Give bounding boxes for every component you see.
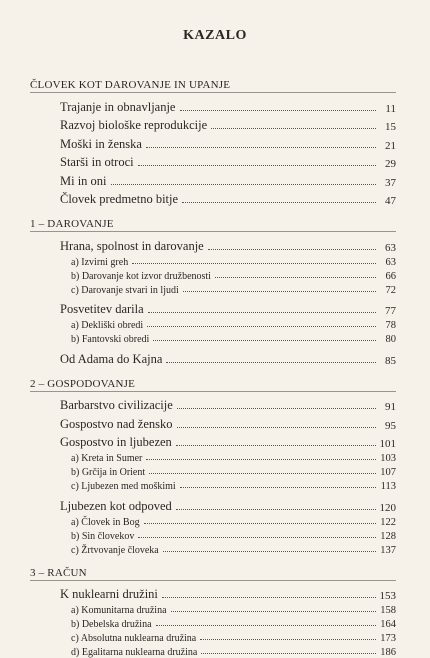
section-heading-darovanje — [30, 213, 396, 232]
toc-subentry-page: 173 — [380, 633, 396, 644]
dot-leader — [176, 509, 376, 510]
toc-entry-page: 95 — [385, 419, 396, 432]
dot-leader — [177, 427, 377, 428]
toc-entry-label: Posvetitev darila — [60, 302, 144, 316]
dot-leader — [182, 202, 376, 203]
toc-entry-page: 29 — [385, 158, 396, 170]
toc-entry[interactable] — [30, 584, 396, 603]
toc-subentry-page: 103 — [380, 453, 396, 464]
toc-subentry-label: c) Darovanje stvari in ljudi — [71, 284, 179, 296]
section-heading-racun — [30, 562, 396, 581]
toc-subentry[interactable] — [30, 602, 396, 616]
toc-entry-label: Razvoj biološke reprodukcije — [60, 118, 208, 132]
dot-leader — [211, 128, 376, 129]
toc-subentry[interactable] — [30, 528, 396, 542]
dot-leader — [183, 291, 376, 292]
toc-subentry-page: 72 — [385, 284, 396, 296]
dot-leader — [180, 110, 377, 111]
toc-subentry[interactable] — [30, 478, 396, 492]
toc-entry-page: 91 — [385, 401, 396, 413]
toc-subentry[interactable] — [30, 282, 396, 296]
dot-leader — [200, 639, 376, 640]
toc-entry-page: 47 — [385, 195, 396, 207]
dot-leader — [215, 277, 376, 278]
toc-subentry-page: 66 — [385, 270, 396, 282]
dot-leader — [148, 312, 376, 313]
dot-leader — [138, 537, 376, 538]
toc-subentry-page: 158 — [380, 605, 396, 616]
toc-subentry-page: 137 — [380, 544, 396, 556]
toc-entry[interactable] — [30, 133, 396, 152]
toc-entry[interactable] — [30, 235, 396, 254]
toc-entry-label: Gospostvo nad žensko — [60, 416, 173, 431]
toc-entry-label: K nuklearni družini — [60, 587, 158, 601]
dot-leader — [163, 551, 376, 552]
toc-entry-label: Trajanje in obnavljanje — [60, 99, 176, 114]
toc-subentry-page: 128 — [380, 530, 396, 542]
toc-subentry-label: d) Egalitarna nuklearna družina — [71, 647, 198, 658]
section-heading-gospodovanje — [30, 373, 396, 392]
toc-subentry-page: 78 — [385, 320, 396, 331]
dot-leader — [144, 523, 376, 524]
toc-subentry-page: 122 — [380, 516, 396, 528]
toc-subentry[interactable] — [30, 268, 396, 282]
toc-entry-label: Mi in oni — [60, 173, 107, 188]
dot-leader — [146, 459, 376, 460]
dot-leader — [177, 408, 376, 409]
dot-leader — [138, 165, 376, 166]
toc-subentry-label: c) Absolutna nuklearna družina — [71, 633, 197, 644]
section-heading-text: 2 – GOSPODOVANJE — [30, 377, 136, 390]
toc-subentry[interactable] — [30, 616, 396, 630]
toc-entry[interactable] — [30, 152, 396, 171]
toc-entry-page: 101 — [379, 438, 396, 450]
toc-entry-label: Moški in ženska — [60, 136, 142, 151]
dot-leader — [132, 263, 376, 264]
toc-subentry[interactable] — [30, 254, 396, 268]
dot-leader — [180, 487, 376, 488]
toc-subentry-page: 107 — [380, 467, 396, 478]
dot-leader — [149, 473, 376, 474]
toc-subentry[interactable] — [30, 331, 396, 345]
toc-subentry-label: b) Sin človekov — [71, 530, 135, 542]
toc-entry-label: Starši in otroci — [60, 155, 134, 169]
toc-entry-page: 153 — [379, 590, 396, 602]
toc-subentry[interactable] — [30, 630, 396, 644]
toc-subentry[interactable] — [30, 450, 396, 464]
dot-leader — [166, 362, 376, 363]
section-heading-text: 1 – DAROVANJE — [30, 218, 114, 230]
toc-entry-page: 21 — [385, 139, 396, 152]
dot-leader — [153, 340, 376, 341]
toc-subentry[interactable] — [30, 644, 396, 658]
toc-entry-page: 77 — [385, 305, 396, 317]
dot-leader — [146, 147, 376, 148]
toc-entry-label: Od Adama do Kajna — [60, 351, 163, 366]
toc-subentry[interactable] — [30, 514, 396, 528]
toc-entry-label: Človek predmetno bitje — [60, 192, 179, 206]
dot-leader — [147, 326, 376, 327]
toc-subentry-page: 186 — [380, 647, 396, 658]
dot-leader — [176, 445, 376, 446]
toc-entry[interactable] — [30, 395, 396, 414]
toc-subentry-label: a) Človek in Bog — [71, 516, 140, 528]
toc-subentry-label: a) Komunitarna družina — [71, 605, 167, 616]
section-heading-text: ČLOVEK KOT DAROVANJE IN UPANJE — [30, 79, 231, 91]
dot-leader — [201, 653, 376, 654]
toc-entry[interactable] — [30, 432, 396, 451]
toc-subentry-page: 80 — [385, 334, 396, 345]
toc-entry-label: Gospostvo in ljubezen — [60, 435, 172, 449]
toc-entry[interactable] — [30, 96, 396, 115]
toc-entry[interactable] — [30, 348, 396, 367]
toc-subentry-label: c) Ljubezen med moškimi — [71, 481, 176, 492]
toc-subentry-label: b) Grčija in Orient — [71, 467, 146, 478]
toc-entry-page: 63 — [385, 241, 396, 254]
toc-entry-label: Ljubezen kot odpoved — [60, 498, 172, 513]
toc-subentry[interactable] — [30, 542, 396, 556]
toc-entry[interactable] — [30, 495, 396, 514]
toc-entry-page: 11 — [385, 102, 396, 115]
toc-entry-page: 15 — [385, 121, 396, 133]
toc-subentry-label: a) Dekliški obredi — [71, 320, 144, 331]
toc-entry[interactable] — [30, 170, 396, 189]
toc-subentry-label: a) Izvirni greh — [71, 256, 129, 268]
toc-subentry-label: a) Kreta in Sumer — [71, 453, 143, 464]
toc-subentry-label: c) Žrtvovanje človeka — [71, 544, 159, 556]
section-heading-intro — [30, 74, 396, 93]
toc-subentry-page: 63 — [385, 256, 396, 268]
toc-entry-label: Hrana, spolnost in darovanje — [60, 238, 204, 253]
toc-entry[interactable] — [30, 115, 396, 134]
section-heading-text: 3 – RAČUN — [30, 566, 87, 579]
dot-leader — [162, 597, 376, 598]
toc-entry-label: Barbarstvo civilizacije — [60, 398, 173, 412]
toc-subentry-page: 164 — [380, 619, 396, 630]
toc-entry-page: 37 — [385, 176, 396, 189]
toc-entry-page: 120 — [379, 501, 396, 514]
toc-subentry-label: b) Darovanje kot izvor družbenosti — [71, 270, 211, 282]
toc-subentry[interactable] — [30, 317, 396, 331]
toc-subentry-label: b) Debelska družina — [71, 619, 152, 630]
toc-entry[interactable] — [30, 189, 396, 208]
toc-subentry[interactable] — [30, 464, 396, 478]
table-of-contents — [30, 74, 396, 658]
toc-entry-page: 85 — [385, 354, 396, 367]
dot-leader — [208, 249, 376, 250]
page-title: KAZALO — [183, 28, 247, 43]
dot-leader — [111, 184, 376, 185]
toc-entry[interactable] — [30, 413, 396, 432]
toc-subentry-label: b) Fantovski obredi — [71, 334, 150, 345]
toc-subentry-page: 113 — [380, 481, 396, 492]
dot-leader — [156, 625, 376, 626]
dot-leader — [171, 611, 376, 612]
toc-entry[interactable] — [30, 299, 396, 318]
